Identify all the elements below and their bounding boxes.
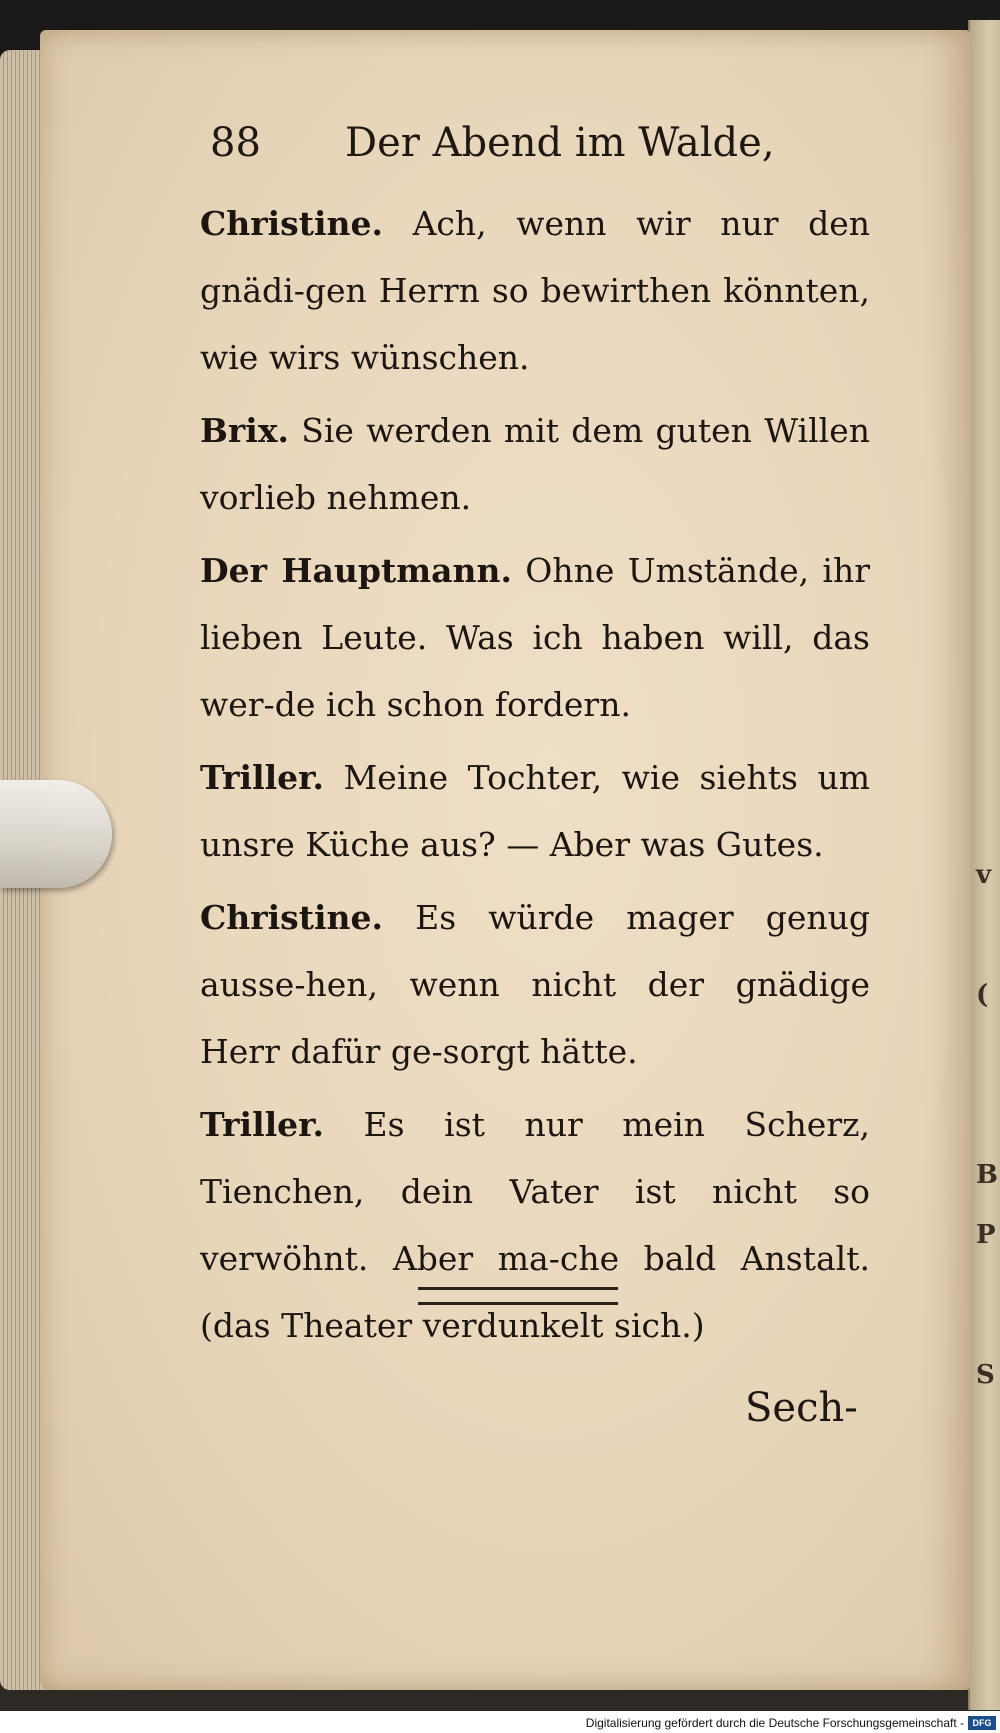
dialogue-paragraph (200, 190, 870, 391)
body-text (200, 190, 870, 1365)
section-divider (418, 1287, 618, 1305)
dialogue-paragraph (200, 537, 870, 738)
funding-credit: Digitalisierung gefördert durch die Deutsche Forschungsgemeinschaft - (585, 1716, 964, 1730)
dialogue-paragraph (200, 397, 870, 531)
speaker-name: Triller. (200, 1105, 324, 1144)
next-page-fragment: v (976, 860, 992, 890)
next-page-fragment: S (976, 1360, 995, 1390)
next-page-edge (968, 20, 1000, 1710)
digitization-footer (0, 1711, 1000, 1733)
next-page-fragment: ( (976, 980, 989, 1010)
running-title: Der Abend im Walde, (345, 120, 775, 166)
dialogue-line: Ohne Umstände, ihr lieben Leute. Was ich haben will, das wer-de ich schon fordern. (200, 551, 871, 724)
speaker-name: Brix. (200, 411, 289, 450)
speaker-name: Triller. (200, 758, 324, 797)
page-header (210, 120, 870, 170)
dialogue-line: Es würde mager genug ausse-hen, wenn nicht der gnädige Herr dafür ge-sorgt hätte. (200, 898, 870, 1071)
dialogue-paragraph (200, 1091, 870, 1359)
speaker-name: Christine. (200, 898, 384, 937)
dialogue-line: Sie werden mit dem guten Willen vorlieb nehmen. (200, 411, 870, 517)
speaker-name: Christine. (200, 204, 384, 243)
dialogue-paragraph (200, 884, 870, 1085)
page-number: 88 (210, 120, 261, 166)
dialogue-line: Meine Tochter, wie siehts um unsre Küche aus? — Aber was Gutes. (200, 758, 870, 864)
dialogue-paragraph (200, 744, 870, 878)
dfg-logo-icon: DFG (968, 1716, 996, 1730)
speaker-name: Der Hauptmann. (200, 551, 512, 590)
bookmark-tab (0, 780, 112, 888)
next-page-fragment: B (976, 1160, 998, 1190)
dialogue-line: Ach, wenn wir nur den gnädi-gen Herrn so bewirthen könnten, wie wirs wünschen. (200, 204, 870, 377)
catchword: Sech- (745, 1385, 858, 1431)
next-page-fragment: P (976, 1220, 996, 1250)
dialogue-line: Es ist nur mein Scherz, Tienchen, dein Vater ist nicht so verwöhnt. Aber ma-che bald Anstalt. (das Theater verdunkelt sich.) (200, 1105, 870, 1345)
